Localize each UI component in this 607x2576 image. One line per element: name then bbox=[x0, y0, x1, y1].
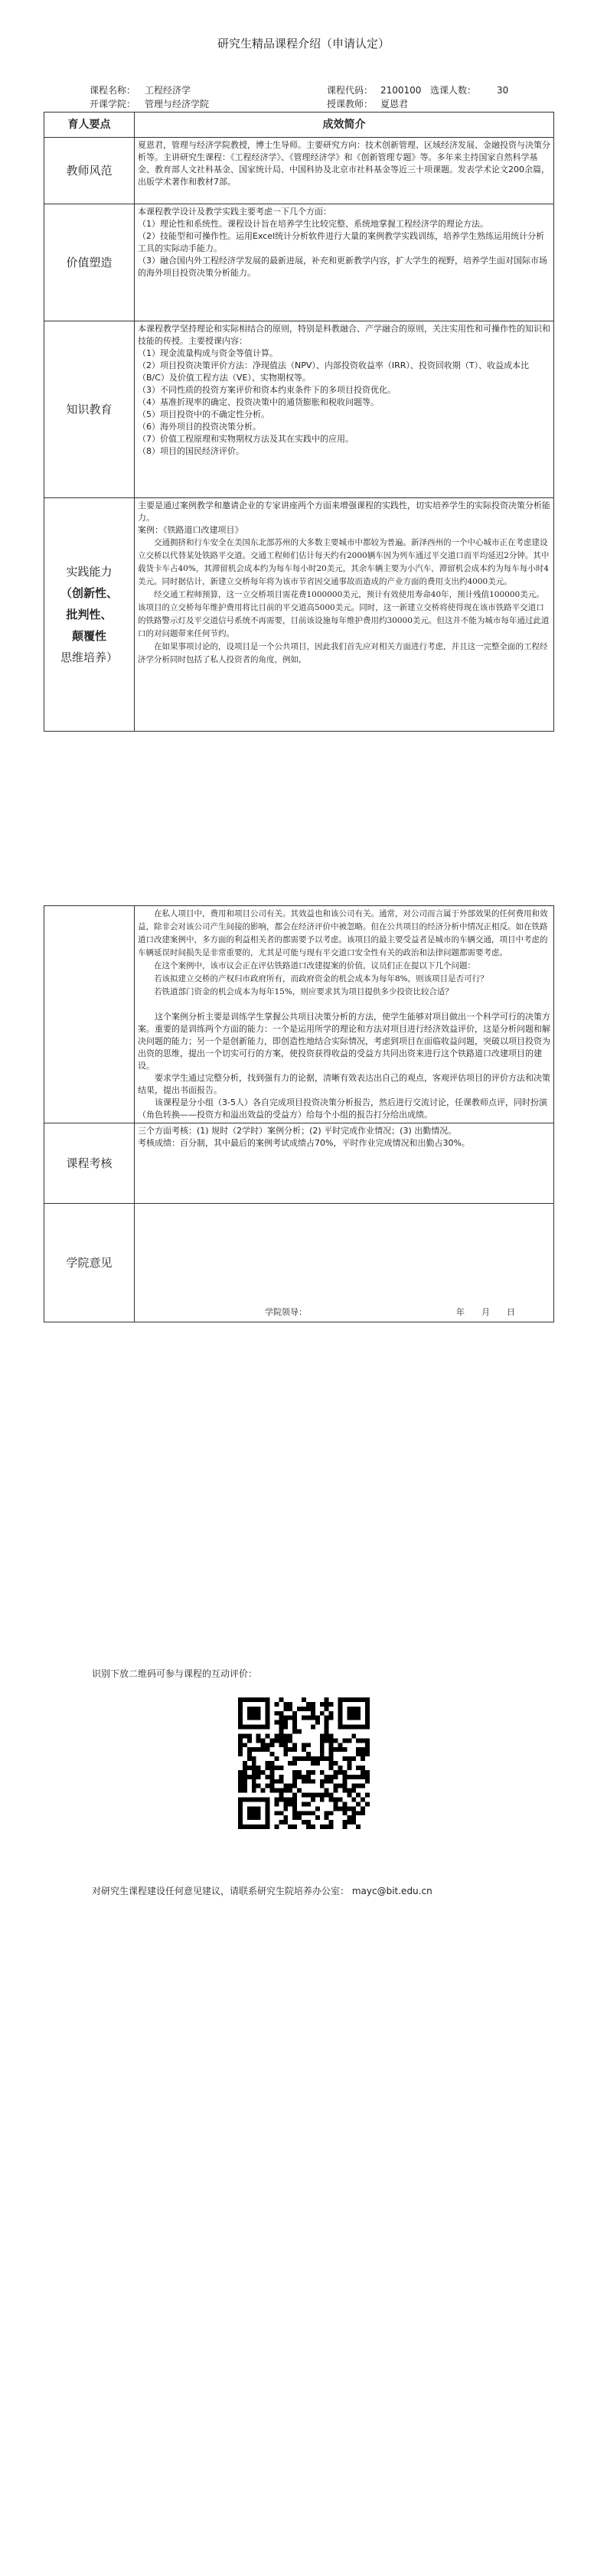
teacher-name: 夏恩君 bbox=[380, 99, 409, 109]
knowledge-line: （2）项目投资决策评价方法：净现值法（NPV）、内部投资收益率（IRR）、投资回收期（T）、收益成本比（B/C）及价值工程方法（VE）、实物期权等。 bbox=[138, 360, 530, 383]
row-label-opinion: 学院意见 bbox=[44, 1204, 135, 1322]
table-row bbox=[44, 1123, 554, 1204]
course-code: 2100100 bbox=[380, 85, 422, 96]
value-line: （2）技能型和可操作性。运用Excel统计分析软件进行大量的案例教学实践训练，培养学生熟练运用统计分析工具的实际动手能力。 bbox=[138, 231, 545, 253]
teacher-label: 授课教师： bbox=[327, 99, 374, 109]
enroll-label: 选课人数： bbox=[430, 85, 477, 96]
table-header-row bbox=[44, 112, 554, 138]
case-paragraph: 若铁道部门资金的机会成本为每年15%，则应要求其为项目提供多少投资比较合适？ bbox=[154, 987, 453, 996]
knowledge-line: （4）基准折现率的确定、投资决策中的通货膨胀和税收问题等。 bbox=[138, 397, 379, 407]
row-content-knowledge bbox=[135, 321, 554, 498]
course-name: 工程经济学 bbox=[145, 85, 191, 96]
practice-label-line: 批判性、 bbox=[66, 608, 113, 621]
row-content-practice-cont bbox=[135, 906, 554, 1123]
row-content-practice bbox=[135, 498, 554, 732]
practice-intro: 主要是通过案例教学和邀请企业的专家讲座两个方面来增强课程的实践性，切实培养学生的实际投资决策分析能力。 bbox=[138, 501, 550, 523]
case-paragraph: 在这个案例中，该市议会正在评估铁路道口改建提案的价值，议员们正在提以下几个问题： bbox=[154, 961, 475, 970]
practice-label-line: 思维培养） bbox=[60, 651, 118, 664]
col2-header: 成效简介 bbox=[135, 112, 554, 138]
knowledge-line: （7）价值工程原理和实物期权方法及其在实践中的应用。 bbox=[138, 434, 354, 444]
practice-label-line: （创新性、 bbox=[60, 586, 118, 600]
value-line: （1）理论性和系统性。课程设计旨在培养学生比较完整、系统地掌握工程经济学的理论方法。 bbox=[138, 219, 488, 229]
case-paragraph: 在私人项目中，费用和项目公司有关。其效益也和该公司有关。通常，对公司而言属于外部效果的任何费用和效益，除非会对该公司产生间接的影响，都会在经济评价中被忽略。但在公共项目的经济分析中情况正相反。如在铁路道口改建案例中，多方面的利益相关者的都需要予以考虑。该项目的最主要受益者是城市的车辆交通，项目中考虑的车辆延误时间损失是非常重要的，尤其是可能与现有平交道口安全性有关的政治和法律问题都需要考虑。 bbox=[138, 909, 548, 957]
knowledge-line: （3）不同性质的投资方案评价和资本约束条件下的多项目投资优化。 bbox=[138, 385, 396, 395]
leader-signature-label: 学院领导： bbox=[265, 1307, 307, 1317]
school-name: 管理与经济学院 bbox=[145, 99, 210, 109]
table-row bbox=[44, 906, 554, 1123]
knowledge-line: （5）项目投资中的不确定性分析。 bbox=[138, 409, 269, 419]
knowledge-line: （1）现金流量构成与资金等值计算。 bbox=[138, 348, 278, 358]
course-name-label: 课程名称： bbox=[90, 85, 136, 96]
spacer bbox=[138, 999, 550, 1011]
course-table-continued bbox=[44, 905, 554, 1322]
case-paragraph: 交通拥挤和行车安全在美国东北部苏州的大多数主要城市中都较为普遍。新泽西州的一个中心城市正在考虑建设立交桥以代替某处铁路平交道。交通工程师们估计每天约有2000辆车因为列车通过平交道口而平均延迟2分钟。其中载货卡车占40%，其滞留机会成本约为每车每小时20美元，其余车辆主要为小汽车，滞留机会成本约为每车每小时4美元。同时据估计，新建立交桥每年将为该市节省因交通事故而造成的产业方面的费用支出约4000美元。 bbox=[138, 538, 550, 586]
qr-prompt: 识别下放二维码可参与课程的互动评价： bbox=[92, 1668, 258, 1679]
knowledge-line: （8）项目的国民经济评价。 bbox=[138, 446, 244, 456]
assessment-line: 考核成绩：百分制，其中最后的案例考试成绩占70%，平时作业完成情况和出勤占30%。 bbox=[138, 1138, 470, 1148]
row-content-assessment bbox=[135, 1123, 554, 1204]
assessment-line: 三个方面考核：(1) 规时（2学时）案例分析；(2) 平时完成作业情况；(3) 出勤情况。 bbox=[138, 1126, 457, 1136]
row-content-opinion bbox=[135, 1204, 554, 1322]
contact-line bbox=[92, 1884, 432, 1897]
course-meta-row-2 bbox=[90, 98, 549, 110]
contact-text: 对研究生课程建设任何意见建议，请联系研究生院培养办公室： bbox=[92, 1886, 350, 1896]
practice-label-line: 实践能力 bbox=[66, 565, 113, 579]
enroll-count: 30 bbox=[497, 85, 509, 96]
table-row bbox=[44, 321, 554, 498]
page-1 bbox=[0, 0, 607, 859]
course-meta-row-1 bbox=[90, 84, 549, 96]
teacher-bio: 夏恩君，管理与经济学院教授，博士生导师。主要研究方向：技术创新管理、区域经济发展、金融投资与决策分析等。主讲研究生课程：《工程经济学》、《管理经济学》和《创新管理专题》等。多年来主持国家自然科学基金、教育部人文社科基金、国家统计局、中国科协及北京市社科基金等近三十项课题。发表学术论文200余篇，出版学术著作和教材7部。 bbox=[138, 140, 550, 187]
qr-code-icon[interactable] bbox=[238, 1697, 370, 1829]
school-label: 开课学院： bbox=[90, 99, 136, 109]
value-line: 本课程教学设计及教学实践主要考虑一下几个方面： bbox=[138, 207, 331, 217]
row-label-value: 价值塑造 bbox=[44, 204, 135, 321]
table-row bbox=[44, 138, 554, 204]
case-paragraph: 经交通工程师预算，这一立交桥项目需花费1000000美元，预计有效使用寿命40年，预计残值100000美元。该项目的立交桥每年维护费用将比目前的平交道高5000美元。同时，这一新建立交桥将使得现在该市铁路平交道口的铁路警示灯及平交道信号系统不再需要，目前该设施每年维护费用约30000美元。但这并不能为城市每年通过此道口的对问题带来任何节约。 bbox=[138, 590, 550, 638]
practice-label-line: 颠覆性 bbox=[71, 629, 106, 643]
contact-email[interactable]: mayc@bit.edu.cn bbox=[351, 1886, 432, 1896]
knowledge-line: 本课程教学坚持理论和实际相结合的原则，特别是科教融合、产学融合的原则，关注实用性和可操作性的知识和技能的传授。主要授课内容： bbox=[138, 324, 550, 346]
table-row bbox=[44, 498, 554, 732]
course-code-label: 课程代码： bbox=[327, 85, 374, 96]
case-title: 案例：《铁路道口改建项目》 bbox=[138, 525, 243, 535]
signature-date: 年 月 日 bbox=[456, 1307, 515, 1317]
value-line: （3）融合国内外工程经济学发展的最新进展，补充和更新教学内容，扩大学生的视野，培养学生面对国际市场的海外项目投资决策分析能力。 bbox=[138, 256, 547, 278]
knowledge-line: （6）海外项目的投资决策分析。 bbox=[138, 422, 261, 432]
case-paragraph: 若该拟建立交桥的产权归市政府所有，而政府资金的机会成本为每年8%，则该项目是否可行？ bbox=[154, 974, 488, 983]
course-table bbox=[44, 112, 554, 732]
row-label-practice bbox=[44, 498, 135, 732]
summary-paragraph: 这个案例分析主要是训练学生掌握公共项目决策分析的方法，使学生能够对项目做出一个科学可行的决策方案。重要的是训练两个方面的能力：一个是运用所学的理论和方法对项目进行经济效益评价，这是分析问题和解决问题的能力；另一个是创新能力，即创造性地结合实际情况，考虑到项目在面临收益问题，突破以项目投资为出资的思维，提出一个切实可行的方案，使投资获得收益的受益方共同出资来进行这个铁路道口改建项目的建设。 bbox=[138, 1012, 550, 1071]
page-2 bbox=[0, 859, 607, 1719]
row-content-value bbox=[135, 204, 554, 321]
row-label-practice-cont bbox=[44, 906, 135, 1123]
row-label-knowledge: 知识教育 bbox=[44, 321, 135, 498]
case-paragraph: 在如果事项讨论的，设项目是一个公共项目，因此我们首先应对相关方面进行考虑，并且这一完整全面的工程经济学分析同时包括了私人投资者的角度，例如， bbox=[138, 642, 548, 664]
row-label-assessment: 课程考核 bbox=[44, 1123, 135, 1204]
summary-paragraph: 该课程是分小组（3-5人）各自完成项目投资决策分析报告，然后进行交流讨论，任课教师点评，同时扮演（角色转换——投资方和溢出效益的受益方）给每个小组的报告打分给出成绩。 bbox=[138, 1097, 547, 1120]
row-label-teacher: 教师风范 bbox=[44, 138, 135, 204]
document-title: 研究生精品课程介绍（申请认定） bbox=[217, 37, 390, 51]
row-content-teacher bbox=[135, 138, 554, 204]
col1-header: 育人要点 bbox=[44, 112, 135, 138]
table-row bbox=[44, 1204, 554, 1322]
summary-paragraph: 要求学生通过完整分析，找到强有力的论据，清晰有效表达出自己的观点，客观评估项目的评价方法和决策结果，提出书面报告。 bbox=[138, 1073, 550, 1095]
table-row bbox=[44, 204, 554, 321]
